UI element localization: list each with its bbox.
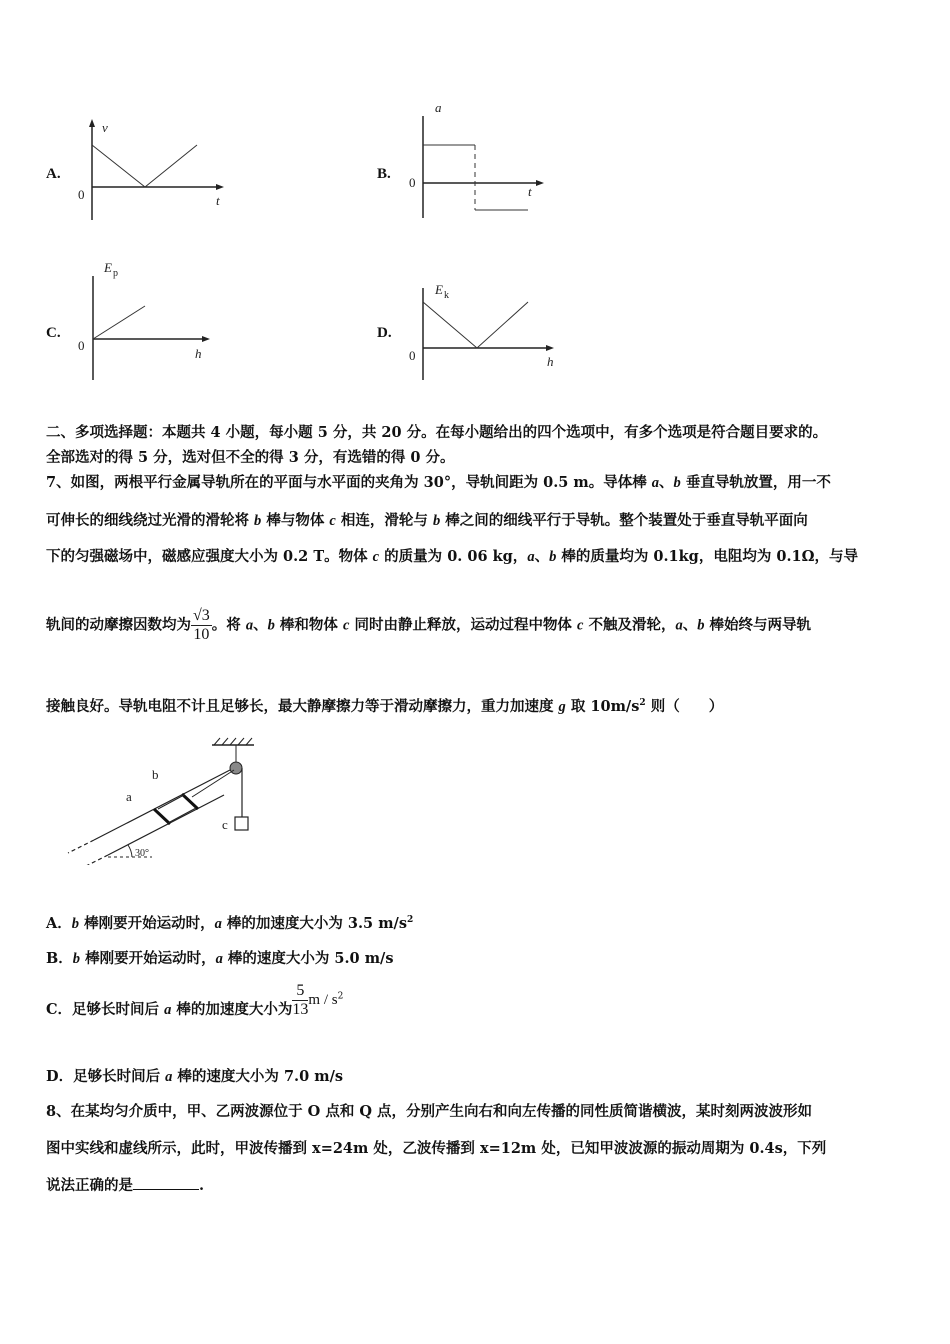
bar-link-top xyxy=(158,795,184,809)
axis-y-subscript: k xyxy=(444,290,449,301)
block-c xyxy=(235,817,248,830)
section-header-line1: 二、多项选择题：本题共 4 小题，每小题 5 分，共 20 分。在每小题给出的四个选项中，有多个选项是符合题目要求的。 xyxy=(46,424,828,441)
q7-option-b: B．b 棒刚要开始运动时，a 棒的速度大小为 5.0 m/s xyxy=(46,950,394,967)
ep-line xyxy=(93,306,145,339)
x-axis-arrow xyxy=(202,336,210,342)
q7-line3: 下的匀强磁场中，磁感应强度大小为 0.2 T。物体 c 的质量为 0. 06 kg，a、b 棒的质量均为 0.1kg，电阻均为 0.1Ω，与导 xyxy=(46,548,859,565)
rail-upper-dashed xyxy=(68,840,94,853)
q7-option-a: A．b 棒刚要开始运动时，a 棒的加速度大小为 3.5 $m/s^2$ xyxy=(46,915,414,932)
label-a: a xyxy=(126,789,132,804)
origin-label: 0 xyxy=(78,338,85,353)
string-to-pulley xyxy=(192,770,234,797)
q7-line4: 轨间的动摩擦因数均为 $\frac{√3}{10}$ 。将 a、b 棒和物体 c 同时由静止释放，运动过程中物体 c 不触及滑轮，a、b 棒始终与两导轨 xyxy=(46,607,812,643)
axis-y-label: E xyxy=(104,260,112,275)
y-axis-arrow xyxy=(89,119,95,127)
ceiling-hatch xyxy=(214,738,252,745)
label-c: c xyxy=(222,817,228,832)
bar-b xyxy=(182,794,198,809)
option-label-d: D. xyxy=(377,325,392,341)
graph-b-a-t xyxy=(400,98,570,223)
bar-a xyxy=(154,809,170,824)
q8-line2: 图中实线和虚线所示，此时，甲波传播到 x=24m 处，乙波传播到 x=12m 处，已知甲波波源的振动周期为 0.4s，下列 xyxy=(46,1140,827,1157)
q7-option-c: C．足够长时间后 a 棒的加速度大小为 $\frac{5}{13}$ m / $s^2$ xyxy=(46,982,344,1018)
label-b: b xyxy=(152,767,159,782)
axis-x-label: h xyxy=(195,346,202,361)
q8-line3: 说法正确的是 . xyxy=(46,1177,205,1194)
ek-curve xyxy=(423,302,528,348)
option-label-b: B. xyxy=(377,166,391,182)
origin-label: 0 xyxy=(409,348,416,363)
pulley xyxy=(230,762,242,774)
axis-x-label: t xyxy=(528,184,532,199)
answer-blank xyxy=(133,1175,199,1190)
x-axis-arrow xyxy=(536,180,544,186)
axis-y-subscript: p xyxy=(113,268,118,279)
bar-link-bottom xyxy=(168,808,196,823)
v-curve xyxy=(92,145,197,187)
q7-incline-figure xyxy=(62,735,262,865)
friction-fraction: $\frac{√3}{10}$ xyxy=(193,607,210,643)
axis-x-label: h xyxy=(547,354,554,369)
graph-a-v-t xyxy=(70,115,240,225)
section-header-line2: 全部选对的得 5 分，选对但不全的得 3 分，有选错的得 0 分。 xyxy=(46,449,455,466)
accel-fraction: $\frac{5}{13}$ xyxy=(292,982,309,1018)
q7-line5: 接触良好。导轨电阻不计且足够长，最大静摩擦力等于滑动摩擦力，重力加速度 g 取 $10m/s^2$ 则（ ） xyxy=(46,698,724,715)
q7-line2: 可伸长的细线绕过光滑的滑轮将 b 棒与物体 c 相连，滑轮与 b 棒之间的细线平行于导轨。整个装置处于垂直导轨平面向 xyxy=(46,512,808,529)
angle-arc xyxy=(128,845,132,857)
angle-label: 30° xyxy=(135,848,149,859)
origin-label: 0 xyxy=(409,175,416,190)
x-axis-arrow xyxy=(216,184,224,190)
rail-lower xyxy=(108,795,224,855)
q7-option-d: D．足够长时间后 a 棒的速度大小为 7.0 m/s xyxy=(46,1068,344,1085)
rail-lower-dashed xyxy=(80,855,108,865)
option-label-c: C. xyxy=(46,325,61,341)
axis-y-label: a xyxy=(435,100,442,115)
option-label-a: A. xyxy=(46,166,61,182)
axis-y-label: v xyxy=(102,120,108,135)
q7-line1: 7、如图，两根平行金属导轨所在的平面与水平面的夹角为 30°，导轨间距为 0.5 m。导体棒 a、b 垂直导轨放置，用一不 xyxy=(46,474,831,491)
graph-d-ek-h xyxy=(400,280,570,385)
x-axis-arrow xyxy=(546,345,554,351)
q8-line1: 8、在某均匀介质中，甲、乙两波源位于 O 点和 Q 点，分别产生向右和向左传播的同性质简谐横波，某时刻两波波形如 xyxy=(46,1103,813,1120)
rail-upper xyxy=(94,770,230,840)
axis-y-label: E xyxy=(435,282,443,297)
origin-label: 0 xyxy=(78,187,85,202)
graph-c-ep-h xyxy=(70,258,240,383)
axis-x-label: t xyxy=(216,193,220,208)
